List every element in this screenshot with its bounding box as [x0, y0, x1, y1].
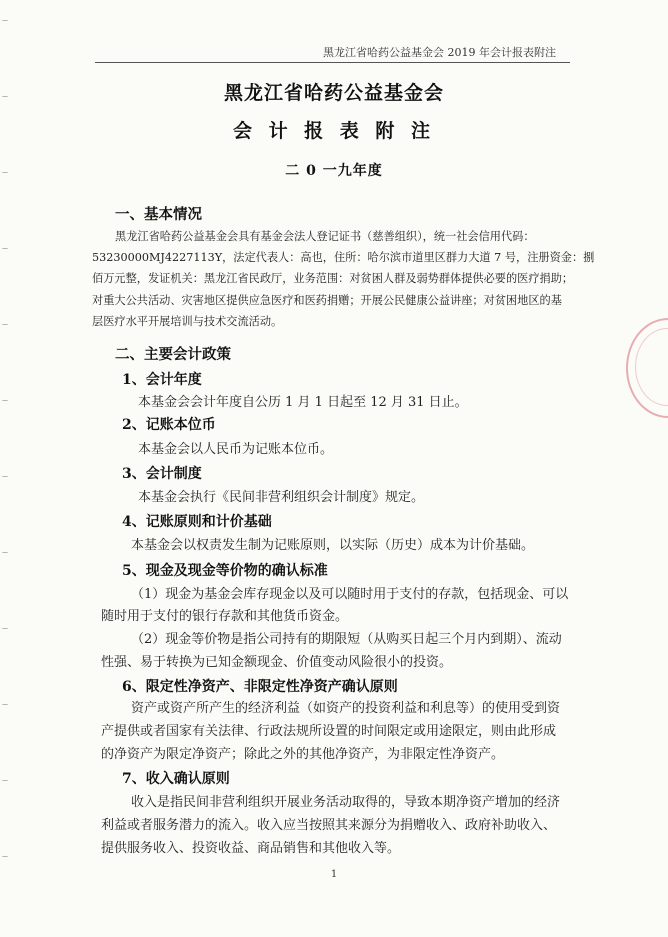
subheading-revenue-recognition: 7、收入确认原则: [122, 771, 230, 787]
net-assets-line: 产提供或者国家有关法律、行政法规所设置的时间限定或用途限定，则由此形成: [101, 724, 557, 739]
fiscal-year-text: 本基金会会计年度自公历 1 月 1 日起至 12 月 31 日止。: [138, 395, 468, 410]
net-assets-line: 资产或资产所产生的经济利益（如资产的投资利益和利息等）的使用受到资: [131, 701, 561, 716]
subheading-bookkeeping-basis: 4、记账原则和计价基础: [122, 514, 272, 530]
basic-info-line: 53230000MJ4227113Y，法定代表人：高也，住所：哈尔滨市道里区群力大道 7 号，注册资金：捌: [92, 251, 595, 264]
report-year: 二 0 一九年度: [285, 163, 383, 179]
revenue-recognition-line: 收入是指民间非营利组织开展业务活动取得的，导致本期净资产增加的经济: [131, 795, 561, 810]
basic-info-line: 佰万元整，发证机关：黑龙江省民政厅，业务范围：对贫困人群及弱势群体提供必要的医疗捐助；: [92, 272, 574, 285]
document-title: 黑龙江省哈药公益基金会: [223, 82, 444, 104]
cash-equivalents-line: 性强、易于转换为已知金额现金、价值变动风险很小的投资。: [101, 655, 453, 670]
basic-info-line: 层医疗水平开展培训与技术交流活动。: [92, 315, 283, 328]
subheading-net-assets: 6、限定性净资产、非限定性净资产确认原则: [122, 679, 398, 695]
cash-equivalents-line: 随时用于支付的银行存款和其他货币资金。: [101, 609, 349, 624]
basic-info-line: 黑龙江省哈药公益基金会具有基金会法人登记证书（慈善组织），统一社会信用代码：: [115, 230, 535, 243]
subheading-functional-currency: 2、记账本位币: [122, 417, 216, 433]
revenue-recognition-line: 利益或者服务潜力的流入。收入应当按照其来源分为捐赠收入、政府补助收入、: [101, 818, 557, 833]
subheading-accounting-system: 3、会计制度: [122, 466, 202, 482]
red-seal-stamp: [626, 318, 668, 418]
cash-equivalents-line: （2）现金等价物是指公司持有的期限短（从购买日起三个月内到期）、流动: [131, 632, 562, 647]
subheading-fiscal-year: 1、会计年度: [122, 372, 202, 388]
accounting-system-text: 本基金会执行《民间非营利组织会计制度》规定。: [138, 490, 425, 505]
document-subtitle: 会 计 报 表 附 注: [232, 120, 436, 142]
net-assets-line: 的净资产为限定净资产；除此之外的其他净资产，为非限定性净资产。: [101, 747, 505, 762]
revenue-recognition-line: 提供服务收入、投资收益、商品销售和其他收入等。: [101, 841, 401, 856]
page-number: 1: [330, 869, 338, 880]
functional-currency-text: 本基金会以人民币为记账本位币。: [138, 442, 334, 457]
subheading-cash-equivalents: 5、现金及现金等价物的确认标准: [122, 563, 328, 579]
bookkeeping-basis-text: 本基金会以权责发生制为记账原则，以实际（历史）成本为计价基础。: [131, 538, 535, 553]
section-heading-accounting-policies: 二、主要会计政策: [115, 346, 231, 363]
header-rule: [95, 62, 570, 63]
basic-info-line: 对重大公共活动、灾害地区提供应急医疗和医药捐赠；开展公民健康公益讲座；对贫困地区的基: [92, 294, 562, 307]
running-header: 黑龙江省哈药公益基金会 2019 年会计报表附注: [323, 46, 556, 59]
section-heading-basic-info: 一、基本情况: [115, 206, 202, 223]
cash-equivalents-line: （1）现金为基金会库存现金以及可以随时用于支付的存款，包括现金、可以: [131, 587, 569, 602]
